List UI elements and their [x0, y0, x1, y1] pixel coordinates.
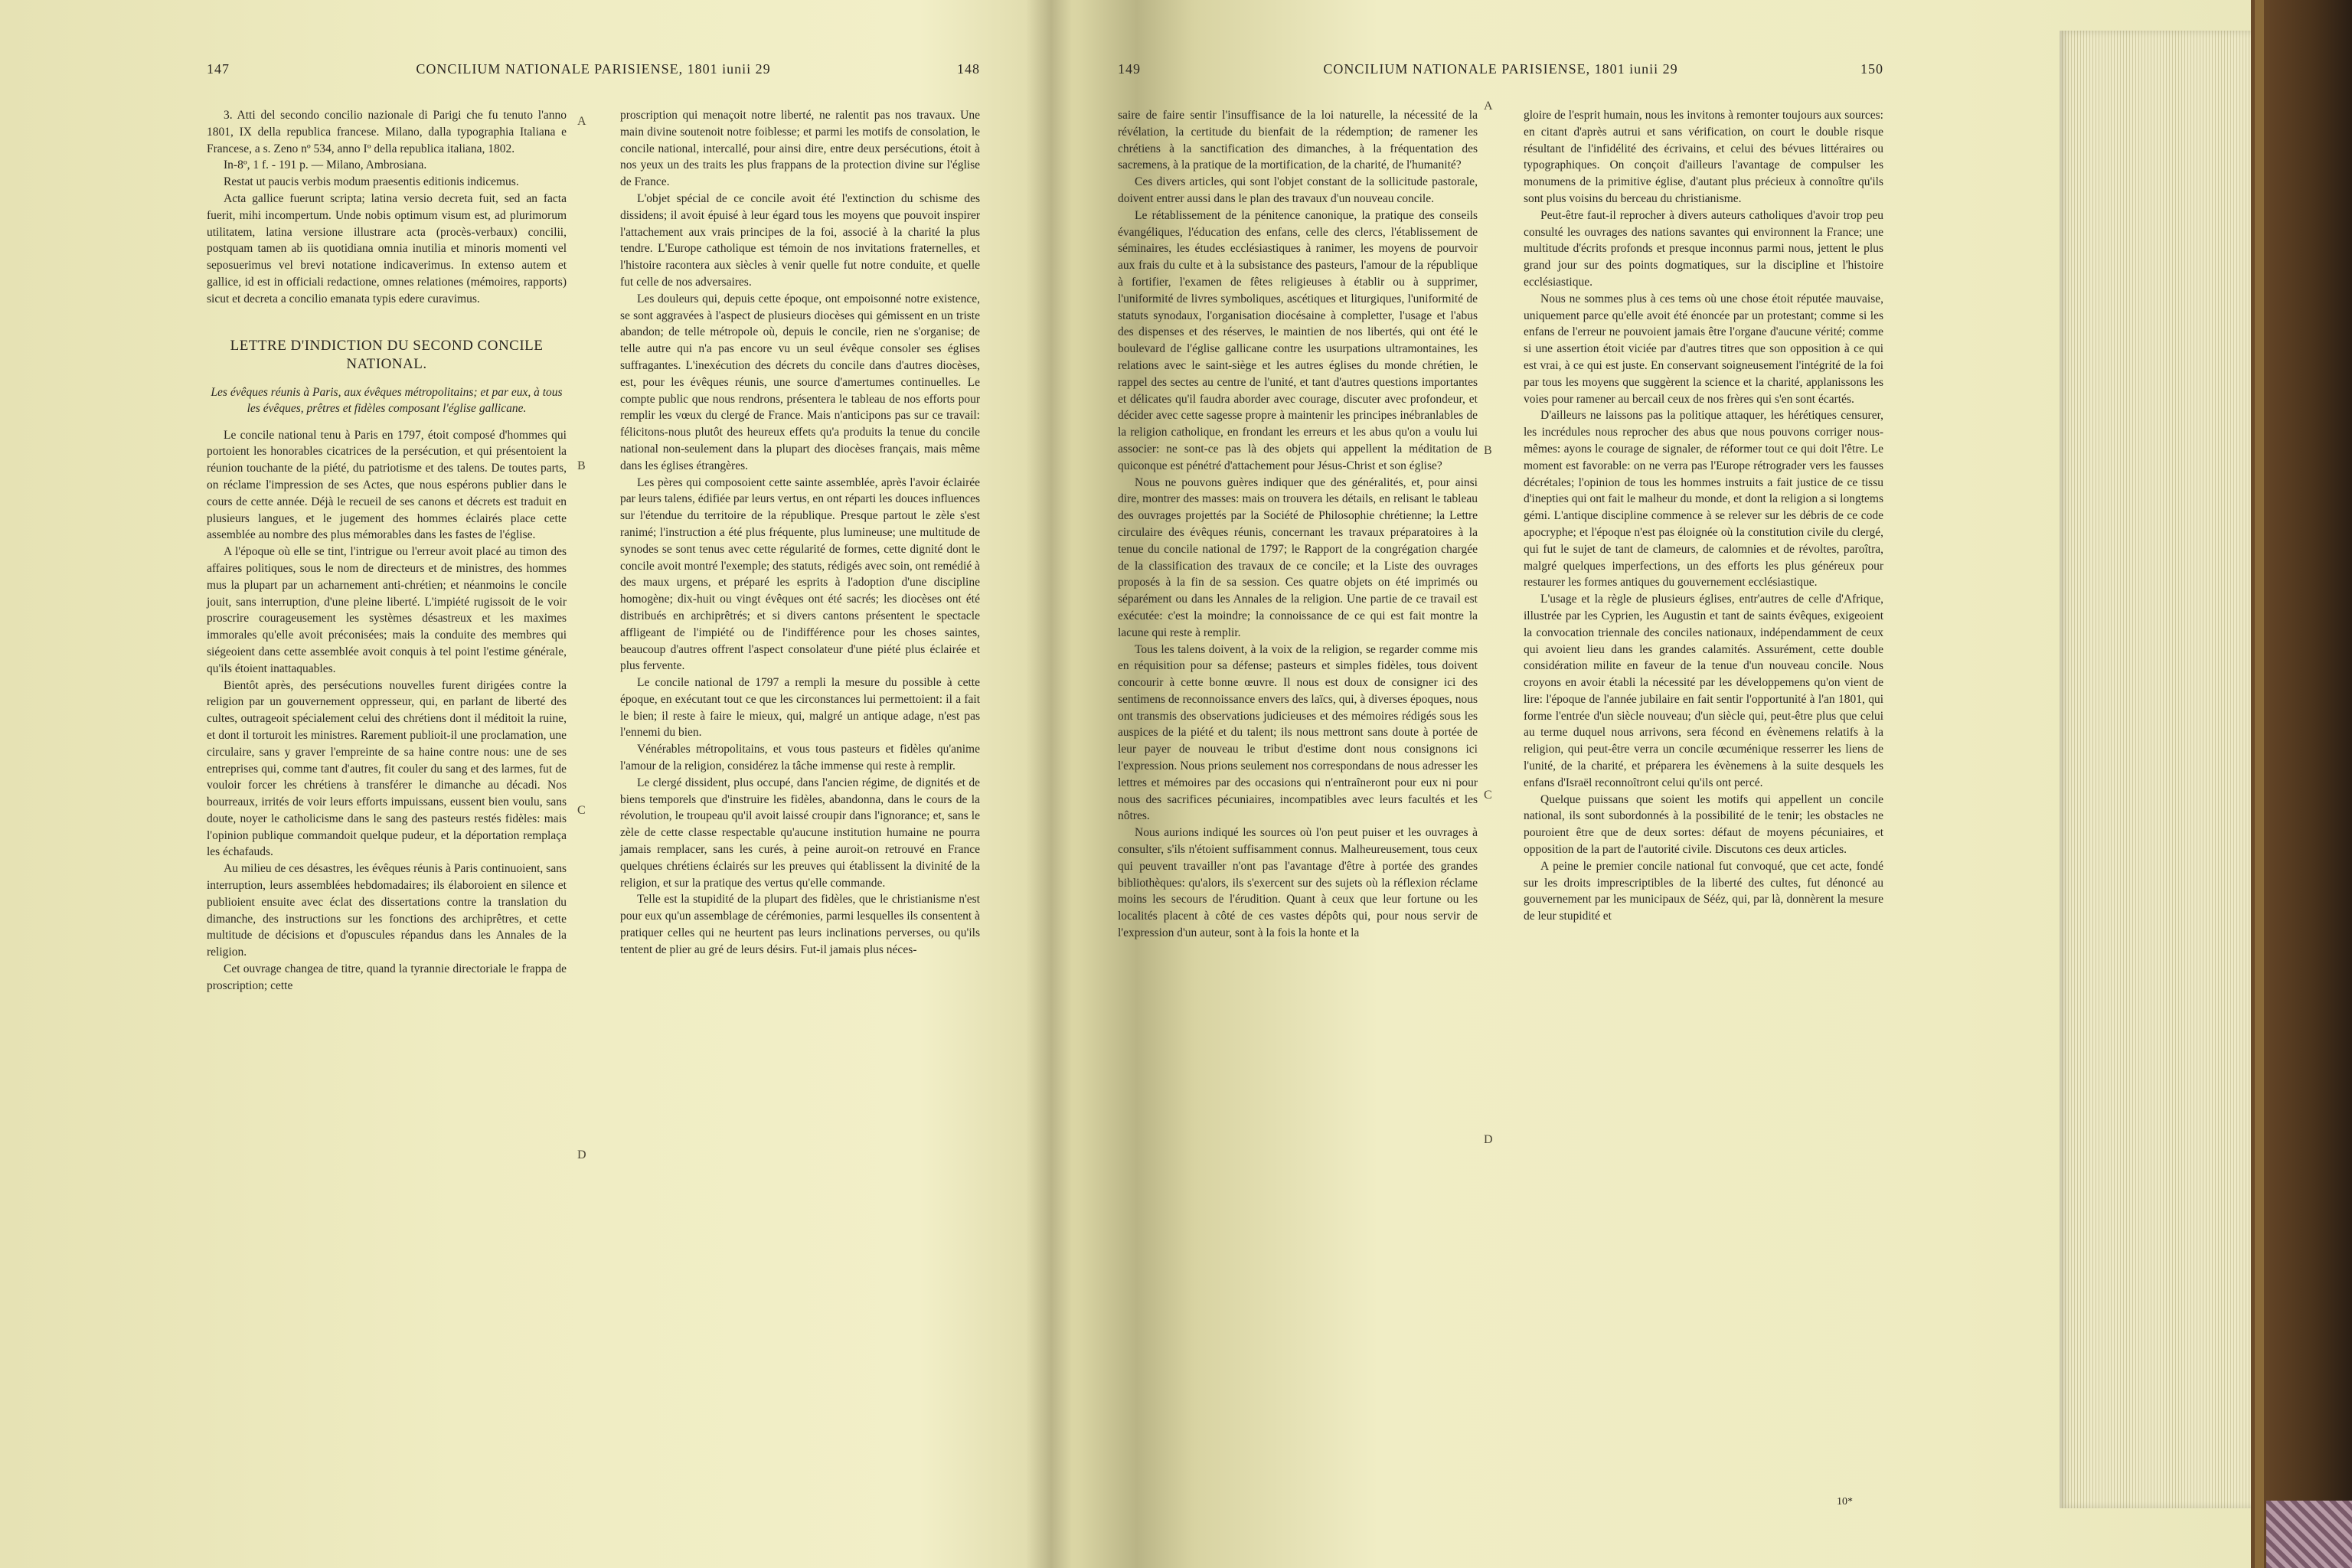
left-page — [207, 54, 980, 1501]
paragraph: Nous aurions indiqué les sources où l'on peut puiser et les ouvrages à consulter, s'ils n'étoient suffisamment connus. Malheureusement, tous ceux qui peuvent travailler n'ont pas l'avantage d'être à portée des grandes bibliothèques: qu'alors, ils s'exercent sur des sujets où la réflexion réclame moins les secours de l'érudition. Quant à ceux que leur fortune ou les localités placent à côté de ces vastes dépôts qui, pour nous servir de l'expression d'un auteur, sont à la fois la honte et la — [1118, 826, 1478, 940]
margin-marker-b: B — [577, 459, 586, 472]
section-subtitle: Les évêques réunis à Paris, aux évêques métropolitains; et par eux, à tous les évêques, prêtres et fidèles composant l'église gallicane. — [211, 385, 563, 415]
paragraph: Tous les talens doivent, à la voix de la religion, se regarder comme mis en réquisition pour sa défense; pasteurs et simples fidèles, tous doivent concourir à cette bonne œuvre. Il nous est doux de consigner ici des sentimens de reconnoissance envers des laïcs, qui, à diverses époques, nous ont transmis des observations judicieuses et des mémoires rédigés sous les auspices de la piété et du talent; ils nous mettront sans doute à portée de leur payer de nouveau le tribut d'estime dont nous consignons ici l'expression. Nous prions seulement nos correspondans de nous adresser les lettres et mémoires par des occasions qui n'entraîneront pour eux ni pour nous des sacrifices pécuniaires, incompatibles avec leurs facultés et les nôtres. — [1118, 642, 1478, 823]
page-number-149: 149 — [1118, 60, 1141, 77]
paragraph: L'objet spécial de ce concile avoit été l'extinction du schisme des dissidens; il avoit épuisé à leur égard tous les moyens que pouvoit inspirer l'attachement aux vrais principes de la foi, associé à la charité la plus tendre. L'Europe catholique est témoin de nos invitations fraternelles, et l'histoire racontera aux siècles à venir quelle fut notre conduite, et quelle fut celle de nos adversaires. — [620, 191, 980, 289]
paragraph: Nous ne pouvons guères indiquer que des généralités, et, pour ainsi dire, montrer des masses: mais on trouvera les détails, en relisant le tableau des ouvrages projettés par la Société de Philosophie chrétienne; la Lettre circulaire des évêques réunis, concernant les travaux préparatoires à la tenue du concile national de 1797; le Rapport de la congrégation chargée de la classification des travaux de ce concile; et la Liste des ouvrages proposés à la fin de sa session. Ces quatre objets on été imprimés ou séparément ou dans les Annales de la religion. Une partie de ce travail est exécutée: c'est la moindre; la connoissance de ce qui est fait montre la lacune qui reste à remplir. — [1118, 475, 1478, 639]
paragraph: Peut-être faut-il reprocher à divers auteurs catholiques d'avoir trop peu consulté les ouvrages des nations savantes qui environnent la France; une multitude d'écrits profonds et presque inconnus parmi nous, jettent le plus grand jour sur des points dogmatiques, sur la discipline et l'histoire ecclésiastique. — [1524, 208, 1883, 289]
paragraph: Les pères qui composoient cette sainte assemblée, après l'avoir éclairée par leurs talens, édifiée par leurs vertus, en ont réparti les douces influences sur l'étendue du territoire de la république. Presque partout le zèle s'est ranimé; l'instruction a été plus fréquente, plus lumineuse; une multitude de synodes se sont tenus avec cette régularité de formes, cette dignité dont le concile avoit montré l'exemple; des statuts, rédigés avec soin, ont remédié à des maux urgens, et préparé les esprits à l'adoption d'une discipline homogène; dix-huit ou vingt évêques ont été sacrés; les diocèses ont été distribués en archiprêtrés; et si divers cantons présentent le spectacle affligeant de l'impiété ou de l'indifférence pour les choses saintes, beaucoup d'autres offrent l'aspect consolateur d'une piété plus éclairée et plus fervente. — [620, 475, 980, 673]
paragraph: Bientôt après, des persécutions nouvelles furent dirigées contre la religion par un gouvernement oppresseur, qui, en parlant de liberté des cultes, outrageoit spécialement celui des chrétiens dont il méditoit la ruine, et dont il torturoit les ministres. Rarement publioit-il une proclamation, une circulaire, sans y graver l'empreinte de sa haine contre nous: une de ses entreprises qui, comme tant d'autres, fit couler du sang et des larmes, fut de vouloir forcer les chrétiens à transférer le dimanche au décadi. Nos bourreaux, irrités de voir leurs efforts impuissans, eussent bien voulu, sans doute, noyer le catholicisme dans le sang des pasteurs restés fidèles: mais l'opinion publique commandoit quelque pudeur, et la déportation remplaça les échafauds. — [207, 678, 567, 859]
paragraph: Cet ouvrage changea de titre, quand la tyrannie directoriale le frappa de proscription; cette — [207, 962, 567, 992]
paragraph: D'ailleurs ne laissons pas la politique attaquer, les hérétiques censurer, les incrédules nous reprocher des abus que nous pouvons corriger nous-mêmes: ayons le courage de signaler, de réformer tout ce qui doit l'être. Le moment est favorable: on ne verra pas l'Europe rétrograder vers les fausses décrétales; l'opinion de tous les hommes instruits a fait justice de ce tissu d'inepties qui ont fait le malheur du monde, et dont la religion a si longtems gémi. L'antique discipline commence à se relever sur les débris de ce code apocryphe; et l'époque n'est pas éloignée où la constitution civile du clergé, qui fut le sujet de tant de clameurs, de calomnies et de révoltes, paroîtra, malgré quelques imperfections, un des efforts les plus généreux pour restaurer les formes antiques du gouvernement ecclésiastique. — [1524, 409, 1883, 590]
paragraph: proscription qui menaçoit notre liberté, ne ralentit pas nos travaux. Une main divine soutenoit notre foiblesse; et parmi les motifs de consolation, le concile national, intercallé, pour ainsi dire, entre deux persécutions, étoit à nos yeux un des traits les plus frappans de la protection divine sur l'église de France. — [620, 109, 980, 189]
section-heading: LETTRE D'INDICTION DU SECOND CONCILE NATIONAL. — [230, 337, 544, 372]
paragraph: gloire de l'esprit humain, nous les invitons à remonter toujours aux sources: en citant d'après autrui et sans vérification, on court le double risque résultant de l'infidélité des écrivains, et celui des bévues littéraires ou typographiques. On conçoit d'ailleurs l'avantage de compulser les monumens de la primitive église, d'autant plus précieux à connoître qu'ils sont plus voisins du berceau du christianisme. — [1524, 109, 1883, 205]
running-title-left: CONCILIUM NATIONALE PARISIENSE, 1801 iunii 29 — [416, 60, 771, 77]
running-title-right: CONCILIUM NATIONALE PARISIENSE, 1801 iunii 29 — [1323, 60, 1678, 77]
paragraph: Restat ut paucis verbis modum praesentis editionis indicemus. — [224, 175, 519, 189]
signature-mark: 10* — [1837, 1496, 1853, 1508]
right-column-1 — [1118, 107, 1478, 942]
paragraph: Acta gallice fuerunt scripta; latina versio decreta fuit, sed an facta fuerit, mihi incompertum. Unde nobis optimum visum est, ad plurimorum utilitatem, latina versione illustrare acta (procès-verbaux) concilii, postquam tamen ab iis quotidiana omnia inutilia et minoris momenti vel seposuerimus vel brevi notatione indicaverimus. In extenso autem et gallice, id est in officiali redactione, omnes relationes (mémoires, rapports) sicut et decreta a concilio emanata typis edere curavimus. — [207, 191, 567, 305]
paragraph: Le rétablissement de la pénitence canonique, la pratique des conseils évangéliques, l'éducation des enfans, celle des clercs, l'établissement de séminaires, les études ecclésiastiques à ranimer, les moyens de pourvoir aux frais du culte et à la subsistance des pasteurs, l'amour de la république à fortifier, l'examen de fêtes religieuses à établir ou à supprimer, l'uniformité de livres symboliques, ascétiques et liturgiques, l'uniformité de statuts synodaux, l'organisation diocésaine à completter, l'usage et l'abus des dispenses et des réserves, le maintien de nos libertés, qui ont été le boulevard de l'église gallicane contre les usurpations ultramontaines, les relations avec le saint-siège et les autres églises du monde chrétien, le rappel des sectes au centre de l'unité, et tant d'autres questions importantes et délicates qu'il faudra aborder avec courage, discuter avec profondeur, et décider avec cette sagesse propre à maintenir les principes inébranlables de la religion catholique, en frondant les erreurs et les abus qu'on a voulu lui associer: ne sont-ce pas là des objets qui appellent la méditation de quiconque est pénétré d'attachement pour Jésus-Christ et son église? — [1118, 208, 1478, 472]
left-column-2 — [620, 107, 980, 995]
margin-marker-a: A — [1484, 100, 1493, 113]
paragraph: In-8º, 1 f. - 191 p. — Milano, Ambrosiana. — [224, 158, 427, 172]
paragraph: Quelque puissans que soient les motifs qui appellent un concile national, ils sont subordonnés à la possibilité de le tenir; les obstacles ne pouroient être que de deux sortes: défaut de moyens pécuniaires, et opposition de la part de l'autorité civile. Discutons ces deux articles. — [1524, 792, 1883, 857]
left-column-1 — [207, 107, 567, 995]
page-number-147: 147 — [207, 60, 230, 77]
margin-marker-b: B — [1484, 444, 1492, 457]
paragraph: Telle est la stupidité de la plupart des fidèles, que le christianisme n'est pour eux qu'un assemblage de cérémonies, parmi lesquelles ils consentent à pratiquer celles qui ne heurtent pas leurs inclinations perverses, ou qu'ils tentent de plier au gré de leurs désirs. Fut-il jamais plus néces- — [620, 893, 980, 956]
paragraph: Le clergé dissident, plus occupé, dans l'ancien régime, de dignités et de biens temporels que d'instruire les fidèles, abandonna, dans le cours de la révolution, le troupeau qu'il avoit laissé croupir dans l'ignorance; et, sans le zèle de cette classe respectable qu'aucune institution humaine ne pourra jamais remplacer, sans les curés, à peine auroit-on retrouvé en France quelques chrétiens éclairés sur les preuves qui établissent la divinité de la religion, et sur la pratique des vertus qu'elle commande. — [620, 776, 980, 890]
margin-marker-d: D — [1484, 1133, 1493, 1146]
book-cover — [2251, 0, 2352, 1568]
paragraph: saire de faire sentir l'insuffisance de la loi naturelle, la nécessité de la révélation, la certitude du bienfait de la rédemption; de ramener les chrétiens à la sanctification des dimanches, à la fréquentation des sacremens, à la pratique de la mortification, de la charité, de l'humanité? — [1118, 109, 1478, 172]
margin-marker-c: C — [577, 804, 586, 817]
paragraph: L'usage et la règle de plusieurs églises, entr'autres de celle d'Afrique, illustrée par les Cyprien, les Augustin et tant de saints évêques, exigeoient la convocation triennale des conciles nationaux, indépendamment de ceux qui avoient lieu dans les grandes calamités. Assurément, cette double considération milite en faveur de la tenue d'un nouveau concile. Nous croyons en avoir établi la nécessité par les développemens qu'on vient de lire: l'époque de l'année jubilaire en fait sentir l'opportunité à l'an 1801, qui forme l'entrée d'un siècle nouveau; d'un siècle qui, peut-être plus que celui au terme duquel nous arrivons, sera fécond en évènemens relatifs à la religion, qui peut-être verra un concile œcuménique resserrer les liens de l'unité, de la charité, et préparera les évènemens à la suite desquels les enfans d'Israël reconnoîtront celui qu'ils ont percé. — [1524, 593, 1883, 789]
paragraph: Vénérables métropolitains, et vous tous pasteurs et fidèles qu'anime l'amour de la religion, considérez la tâche immense qui reste à remplir. — [620, 743, 980, 773]
paragraph: Le concile national tenu à Paris en 1797, étoit composé d'hommes qui portoient les honorables cicatrices de la persécution, et qui présentoient la réunion touchante de la piété, du patriotisme et des talens. De toutes parts, on réclame l'impression de ses Actes, que nous espérons publier dans le cours de cette année. Déjà le recueil de ses canons et décrets est traduit en plusieurs langues, et le jugement des hommes éclairés place cette assemblée au nombre des plus mémorables dans les fastes de l'église. — [207, 428, 567, 542]
right-running-header — [1118, 54, 1883, 84]
page-number-148: 148 — [957, 60, 980, 77]
margin-marker-c: C — [1484, 789, 1492, 802]
gutter-shadow — [1026, 0, 1072, 1568]
page-number-150: 150 — [1860, 60, 1883, 77]
left-running-header — [207, 54, 980, 84]
paragraph: Les douleurs qui, depuis cette époque, ont empoisonné notre existence, se sont aggravées à l'aspect de plusieurs diocèses qui gémissent en un triste abandon; de telle métropole où, depuis le concile, rien ne s'organise; de telle autre qui n'a pas encore vu un seul évêque consoler ses églises suffragantes. L'inexécution des décrets du concile dans d'autres diocèses, est, pour les évêques réunis, une source d'amertumes continuelles. Le compte public que nous rendrons, présentera le tableau de nos efforts pour remplir les vœux du clergé de France. Mais n'anticipons pas sur ce travail: félicitons-nous plutôt des heureux effets qu'a produits la tenue du concile national non-seulement dans la plupart des diocèses français, mais même dans les églises étrangères. — [620, 292, 980, 472]
right-column-2 — [1524, 107, 1883, 942]
background-carpet — [2266, 1501, 2352, 1568]
margin-marker-a: A — [577, 115, 586, 128]
paragraph: Au milieu de ces désastres, les évêques réunis à Paris continuoient, sans interruption, leurs assemblées hebdomadaires; ils élaboroient en silence et publioient ensuite avec éclat des dissertations contre la translation du dimanche, des instructions sur les fonctions des archiprêtres, et cette multitude de décisions et d'opuscules répandus dans les Annales de la religion. — [207, 862, 567, 959]
right-page — [1118, 54, 1883, 1508]
paragraph: Ces divers articles, qui sont l'objet constant de la sollicitude pastorale, doivent entrer aussi dans le plan des travaux d'un nouveau concile. — [1118, 175, 1478, 205]
paragraph: 3. Atti del secondo concilio nazionale di Parigi che fu tenuto l'anno 1801, IX della republica francese. Milano, dalla typographia Italiana e Francese, a s. Zeno nº 534, anno Iº della republica italiana, 1802. — [207, 109, 567, 155]
paragraph: A peine le premier concile national fut convoqué, que cet acte, fondé sur les droits imprescriptibles de la liberté des cultes, fut dénoncé au gouvernement par les municipaux de Sééz, qui, par là, donnèrent la mesure de leur stupidité et — [1524, 859, 1883, 923]
cover-strip — [2255, 0, 2264, 1568]
paragraph: Nous ne sommes plus à ces tems où une chose étoit réputée mauvaise, uniquement parce qu'elle avoit été énoncée par un protestant; comme si les enfans de l'erreur ne pouvoient jamais être l'organe d'aucune vérité; comme si une assertion étoit viciée par d'autres titres que son opposition à ce qui est vrai, à ce qui est juste. En conservant soigneusement l'intégrité de la foi par tous les moyens que suggèrent la science et la charité, applanissons les voies pour ramener au bercail ceux de nos frères qui s'en sont écartés. — [1524, 292, 1883, 406]
margin-marker-d: D — [577, 1148, 586, 1161]
paragraph: A l'époque où elle se tint, l'intrigue ou l'erreur avoit placé au timon des affaires politiques, sous le nom de directeurs et de ministres, des hommes mus la plupart par un acharnement anti-chrétien; et néanmoins le concile jouit, sans interruption, d'une pleine liberté. L'impiété rugissoit de le voir proscrire courageusement les systèmes désastreux et les maximes immorales qu'elle avoit préconisées; mais la conduite des membres qui siégeoient dans cette assemblée avoit conquis à tel point l'estime générale, qu'ils étoient inattaquables. — [207, 545, 567, 675]
paragraph: Le concile national de 1797 a rempli la mesure du possible à cette époque, en exécutant tout ce que les circonstances lui permettoient: il a fait le bien; il reste à faire le mieux, qui, malgré un antique adage, n'est pas l'ennemi du bien. — [620, 676, 980, 740]
